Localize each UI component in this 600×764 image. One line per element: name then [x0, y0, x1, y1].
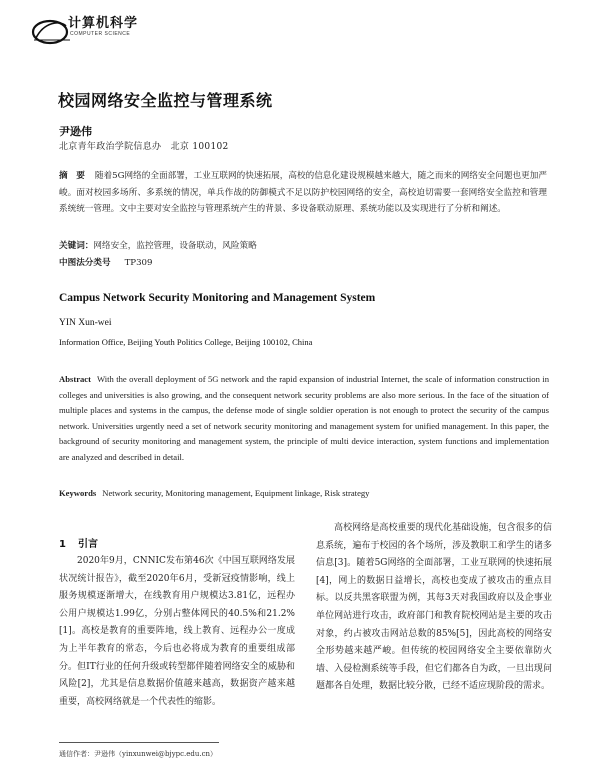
keywords-cn-text: 网络安全，监控管理，设备联动，风险策略	[93, 241, 257, 251]
keywords-en-label: Keywords	[59, 488, 97, 498]
section-heading	[59, 535, 98, 550]
journal-name-en: COMPUTER SCIENCE	[70, 31, 131, 37]
clc-number	[59, 256, 153, 268]
abstract-cn	[59, 168, 547, 218]
author-name-en: YIN Xun-wei	[59, 318, 112, 328]
footnote-rule	[59, 742, 219, 743]
body-column-right: 高校网络是高校重要的现代化基础设施，包含很多的信息系统，遍布于校园的各个场所，涉及教职工和学生的诸多信息[3]。随着5G网络的全面部署，工业互联网的快速拓展[4]，网上的数据日益增长，高校也变成了被攻击的重点目标。以反共黑客联盟为例，其每3天对我国政府以及企事业单位网站进行攻击，政府部门和教育院校网站是主要的攻击对象，约占被攻击网站总数的85%[5]，因此高校的网络安全形势越来越严峻。但传统的校园网络安全主要依靠防火墙、入侵检测系统等手段，但它们都各自为政，一旦出现问题都各自处理，数据比较分散，已经不适应现阶段的需求。	[316, 523, 552, 692]
correspondence-note: 通信作者：尹逊伟（yinxunwei@bjypc.edu.cn）	[59, 750, 218, 758]
section-title: 引言	[77, 539, 98, 550]
author-name-cn: 尹逊伟	[59, 125, 92, 138]
keywords-cn-label: 关键词：	[59, 241, 94, 251]
keywords-en	[59, 488, 549, 498]
section-number: 1	[59, 539, 66, 550]
article-title-cn: 校园网络安全监控与管理系统	[58, 91, 273, 110]
abstract-en	[59, 372, 549, 466]
abstract-cn-text: 随着5G网络的全面部署，工业互联网的快速拓展，高校的信息化建设规模越来越大，随之而来的网络安全问题也更加严峻。面对校园多场所、多系统的情况，单兵作战的防御模式不足以防护校园网络的安全，高校迫切需要一套网络安全监控和管理系统统一管理。文中主要对安全监控与管理系统产生的背景、多设备联动原理、系统功能以及实现进行了分析和阐述。	[59, 171, 547, 214]
body-column-left: 2020年9月，CNNIC发布第46次《中国互联网络发展状况统计报告》，截至2020年6月，受新冠疫情影响，线上服务规模逐渐增大，在线教育用户规模达3.81亿，远程办公用户规模达1.99亿，分别占整体网民的40.5%和21.2%[1]。高校是教育的重要阵地，线上教育、远程办公一度成为上半年教育的常态，今后也必将成为教育的重要组成部分。但IT行业的任何升级或转型都伴随着网络安全的威胁和风险[2]，尤其是信息数据价值越来越高，数据资产越来越重要，高校网络就是一个代表性的缩影。	[59, 556, 295, 707]
clc-value: TP309	[124, 258, 153, 268]
clc-label: 中图法分类号	[59, 258, 111, 268]
journal-name: 计算机科学	[68, 16, 139, 31]
keywords-en-text: Network security, Monitoring management, Equipment linkage, Risk strategy	[102, 488, 370, 498]
abstract-cn-label: 摘 要	[59, 171, 85, 181]
affiliation-en: Information Office, Beijing Youth Politics College, Beijing 100102, China	[59, 337, 313, 347]
abstract-en-text: With the overall deployment of 5G network and the rapid expansion of industrial Internet, the scale of information construction in colleges and universities is also growing, and the consequent network security problems are also more serious. In the face of the situation of multiple places and systems in the campus, the defense mode of single soldier operation is not enough to protect the security of the campus network. Universities urgently need a set of network security monitoring and management system for unified management. In this paper, the background of security monitoring and management system, the principle of multi device interaction, system functions and implementation are analyzed and described in detail.	[59, 374, 549, 462]
affiliation-cn: 北京青年政治学院信息办 北京 100102	[59, 142, 229, 152]
keywords-cn	[59, 239, 547, 251]
abstract-en-label: Abstract	[59, 374, 91, 384]
article-title-en: Campus Network Security Monitoring and Management System	[59, 292, 376, 304]
